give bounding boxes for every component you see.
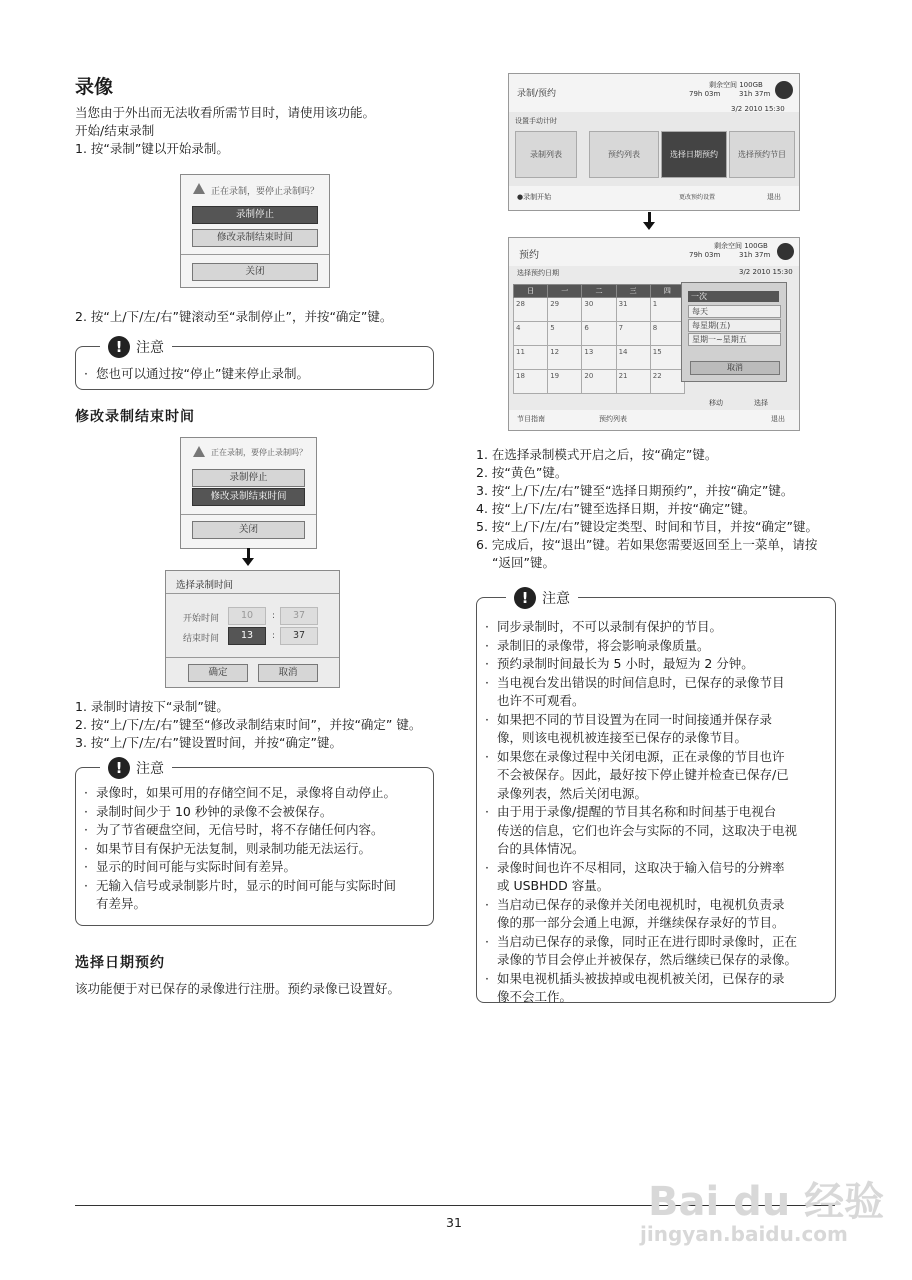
stop-recording-button[interactable]: 录制停止 <box>192 469 305 487</box>
option-weekdays[interactable]: 星期一~星期五 <box>688 333 781 346</box>
sd-time: 79h 03m <box>689 251 721 259</box>
calendar-day[interactable]: 11 <box>514 346 548 370</box>
note-title: 注意 <box>136 761 164 777</box>
exclamation-icon: ! <box>514 587 536 609</box>
calendar-day[interactable]: 20 <box>582 370 616 394</box>
calendar-day[interactable]: 14 <box>616 346 650 370</box>
warning-icon <box>193 446 205 457</box>
note-item-continued: 不会被保存。因此，最好按下停止键并检查已保存/已 <box>497 767 789 782</box>
exclamation-icon: ! <box>108 336 130 358</box>
colon: : <box>272 611 276 621</box>
modify-end-time-button[interactable]: 修改录制结束时间 <box>192 229 318 247</box>
calendar-day[interactable]: 8 <box>650 322 684 346</box>
note-item-continued: 像，则该电视机被连接至已保存的录像节目。 <box>497 730 748 745</box>
page-title: 录像 <box>75 76 114 98</box>
note-item: · 当启动已保存的录像并关闭电视机时，电视机负责录 <box>485 896 797 915</box>
calendar-day[interactable]: 29 <box>548 298 582 322</box>
screen-title: 录制/预约 <box>517 89 557 99</box>
note-item-continued: 或 USBHDD 容量。 <box>497 878 610 893</box>
note-header-3 <box>506 587 578 609</box>
note-item: · 您也可以通过按“停止”键来停止录制。 <box>84 365 309 384</box>
note-item: · 如果电视机插头被拔掉或电视机被关闭，已保存的录 <box>485 970 797 989</box>
step-item: 3. 按“上/下/左/右”键设置时间，并按“确定”键。 <box>75 735 342 750</box>
divider <box>181 514 316 515</box>
dialog-question: 正在录制，要停止录制吗？ <box>211 187 320 197</box>
stop-recording-button[interactable]: 录制停止 <box>192 206 318 224</box>
disk-usage-icon <box>777 243 794 260</box>
move-hint: 移动 <box>709 399 723 407</box>
step-item: 6. 完成后，按“退出”键。若如果您需要返回至上一菜单，请按 <box>476 537 818 552</box>
close-button[interactable]: 关闭 <box>192 521 305 539</box>
calendar-day[interactable]: 5 <box>548 322 582 346</box>
option-daily[interactable]: 每天 <box>688 305 781 318</box>
sd-time: 79h 03m <box>689 90 721 98</box>
close-button[interactable]: 关闭 <box>192 263 318 281</box>
end-hour-field[interactable]: 13 <box>228 627 266 645</box>
start-hour-field[interactable]: 10 <box>228 607 266 625</box>
exit-hint[interactable]: 退出 <box>771 415 785 423</box>
note-header-1 <box>100 336 172 358</box>
note-item: · 为了节省硬盘空间，无信号时，将不存储任何内容。 <box>84 821 396 840</box>
end-time-label: 结束时间 <box>183 634 220 644</box>
hd-time: 31h 37m <box>739 251 771 259</box>
divider <box>166 593 339 594</box>
record-reserve-screen <box>508 73 800 211</box>
note-item: · 同步录制时，不可以录制有保护的节目。 <box>485 618 797 637</box>
note-item: · 预约录制时间最长为 5 小时，最短为 2 分钟。 <box>485 655 797 674</box>
section-title-modify: 修改录制结束时间 <box>75 409 195 425</box>
dialog-title: 选择录制时间 <box>176 580 234 591</box>
day-header: 四 <box>650 285 684 298</box>
section-title-date: 选择日期预约 <box>75 955 165 971</box>
calendar-day[interactable]: 1 <box>650 298 684 322</box>
warning-icon <box>193 183 205 194</box>
datetime: 3/2 2010 15:30 <box>731 105 785 113</box>
note-item-continued: 台的具体情况。 <box>497 841 585 856</box>
step-item: 3. 按“上/下/左/右”键至“选择日期预约”，并按“确定”键。 <box>476 483 794 498</box>
program-guide-hint[interactable]: 节目指南 <box>517 415 545 423</box>
page-number: 31 <box>446 1215 462 1230</box>
datetime: 3/2 2010 15:30 <box>739 268 793 276</box>
calendar-day[interactable]: 30 <box>582 298 616 322</box>
screen-footer <box>509 186 799 210</box>
stop-record-dialog-2 <box>180 437 317 549</box>
calendar-day[interactable]: 12 <box>548 346 582 370</box>
note-item-continued: 像不会工作。 <box>497 989 573 1004</box>
note-item: · 当电视台发出错误的时间信息时，已保存的录像节目 <box>485 674 797 693</box>
hd-time: 31h 37m <box>739 90 771 98</box>
note-item-continued: 录像的节目会停止并被保存，然后继续已保存的录像。 <box>497 952 798 967</box>
ok-button[interactable]: 确定 <box>188 664 248 682</box>
intro-text: 当您由于外出而无法收看所需节目时，请使用该功能。 <box>75 105 376 120</box>
note-item-continued: 像的那一部分会通上电源，并继续保存录好的节目。 <box>497 915 785 930</box>
popup-cancel-button[interactable]: 取消 <box>690 361 780 375</box>
calendar <box>513 284 685 394</box>
space-label: 剩余空间 100GB <box>714 242 768 250</box>
day-header: 三 <box>616 285 650 298</box>
note-item: · 录制时间少于 10 秒钟的录像不会被保存。 <box>84 803 396 822</box>
reserve-list-hint[interactable]: 预约列表 <box>599 415 627 423</box>
select-hint: 选择 <box>754 399 768 407</box>
subheading: 开始/结束录制 <box>75 123 155 138</box>
select-date-label: 选择预约日期 <box>517 269 559 277</box>
step-2: 2. 按“上/下/左/右”键滚动至“录制停止”，并按“确定”键。 <box>75 309 393 324</box>
tile-date-reserve[interactable]: 选择日期预约 <box>661 131 727 178</box>
screen-footer <box>509 410 799 430</box>
record-start-hint: ●录制开始 <box>517 193 552 201</box>
step-item: 2. 按“黄色”键。 <box>476 465 568 480</box>
cancel-button[interactable]: 取消 <box>258 664 318 682</box>
divider <box>166 657 339 658</box>
watermark-url: jingyan.baidu.com <box>640 1222 848 1246</box>
note-box-2 <box>75 767 434 926</box>
step-item: 1. 在选择录制模式开启之后，按“确定”键。 <box>476 447 718 462</box>
day-header: 日 <box>514 285 548 298</box>
option-weekly[interactable]: 每星期(五) <box>688 319 781 332</box>
section-text-date: 该功能便于对已保存的录像进行注册。预约录像已设置好。 <box>75 981 401 996</box>
note-item: · 如果把不同的节目设置为在同一时间接通并保存录 <box>485 711 797 730</box>
arrow-down-icon <box>247 548 250 560</box>
step-item-continued: “返回”键。 <box>492 555 555 570</box>
watermark-brand: Bai du 经验 <box>648 1179 885 1225</box>
note-item-continued: 也许不可观看。 <box>497 693 585 708</box>
note-header-2 <box>100 757 172 779</box>
calendar-day[interactable]: 22 <box>650 370 684 394</box>
reserve-screen <box>508 237 800 431</box>
stop-record-dialog <box>180 174 330 288</box>
note-item: · 录像时间也许不尽相同，这取决于输入信号的分辨率 <box>485 859 797 878</box>
end-minute-field[interactable]: 37 <box>280 627 318 645</box>
calendar-day[interactable]: 13 <box>582 346 616 370</box>
arrow-down-icon <box>648 212 651 224</box>
calendar-day[interactable]: 21 <box>616 370 650 394</box>
step-item: 2. 按“上/下/左/右”键至“修改录制结束时间”，并按“确定” 键。 <box>75 717 422 732</box>
modify-end-time-button[interactable]: 修改录制结束时间 <box>192 488 305 506</box>
dialog-question: 正在录制，要停止录制吗？ <box>211 448 307 457</box>
calendar-day[interactable]: 7 <box>616 322 650 346</box>
note-item: · 录像时，如果可用的存储空间不足，录像将自动停止。 <box>84 784 396 803</box>
calendar-day[interactable]: 28 <box>514 298 548 322</box>
tile-record-list[interactable]: 录制列表 <box>515 131 577 178</box>
manual-timer-label: 设置手动计时 <box>515 117 557 125</box>
calendar-day[interactable]: 31 <box>616 298 650 322</box>
screen-title: 预约 <box>519 250 539 261</box>
calendar-day[interactable]: 4 <box>514 322 548 346</box>
exit-hint[interactable]: 退出 <box>767 193 781 201</box>
note-item-continued: 有差异。 <box>96 896 147 911</box>
start-minute-field[interactable]: 37 <box>280 607 318 625</box>
note-item-continued: 录像列表，然后关闭电源。 <box>497 785 648 801</box>
note-item: · 无输入信号或录制影片时，显示的时间可能与实际时间 <box>84 877 396 896</box>
calendar-day[interactable]: 19 <box>548 370 582 394</box>
start-time-label: 开始时间 <box>183 614 220 624</box>
note-item-continued: 传送的信息，它们也许会与实际的不同，这取决于电视 <box>497 822 798 838</box>
change-settings-hint: 更改预约设置 <box>679 194 716 201</box>
disk-usage-icon <box>775 81 793 99</box>
note-item: · 如果节目有保护无法复制，则录制功能无法运行。 <box>84 840 396 859</box>
note-item: · 录制旧的录像带，将会影响录像质量。 <box>485 637 797 656</box>
calendar-day[interactable]: 15 <box>650 346 684 370</box>
tile-program-reserve[interactable]: 选择预约节目 <box>729 131 795 178</box>
step-1: 1. 按“录制”键以开始录制。 <box>75 141 229 156</box>
select-record-time-dialog <box>165 570 340 688</box>
colon: : <box>272 631 276 641</box>
note-item: · 如果您在录像过程中关闭电源，正在录像的节目也许 <box>485 748 797 767</box>
step-item: 5. 按“上/下/左/右”键设定类型、时间和节目，并按“确定”键。 <box>476 519 818 534</box>
note-title: 注意 <box>542 591 570 607</box>
step-item: 1. 录制时请按下“录制”键。 <box>75 699 229 714</box>
note-box-3 <box>476 597 836 1003</box>
space-label: 剩余空间 100GB <box>709 81 763 89</box>
repeat-popup <box>681 282 787 382</box>
day-header: 一 <box>548 285 582 298</box>
option-once[interactable]: 一次 <box>688 291 779 302</box>
divider <box>181 254 329 255</box>
note-item: · 当启动已保存的录像，同时正在进行即时录像时，正在 <box>485 933 797 952</box>
day-header: 二 <box>582 285 616 298</box>
calendar-day[interactable]: 18 <box>514 370 548 394</box>
exclamation-icon: ! <box>108 757 130 779</box>
tile-reserve-list[interactable]: 预约列表 <box>589 131 659 178</box>
note-title: 注意 <box>136 340 164 356</box>
calendar-day[interactable]: 6 <box>582 322 616 346</box>
step-item: 4. 按“上/下/左/右”键至选择日期，并按“确定”键。 <box>476 501 756 516</box>
note-item: · 显示的时间可能与实际时间有差异。 <box>84 858 396 877</box>
note-item: · 由于用于录像/提醒的节目其名称和时间基于电视台 <box>485 803 797 822</box>
